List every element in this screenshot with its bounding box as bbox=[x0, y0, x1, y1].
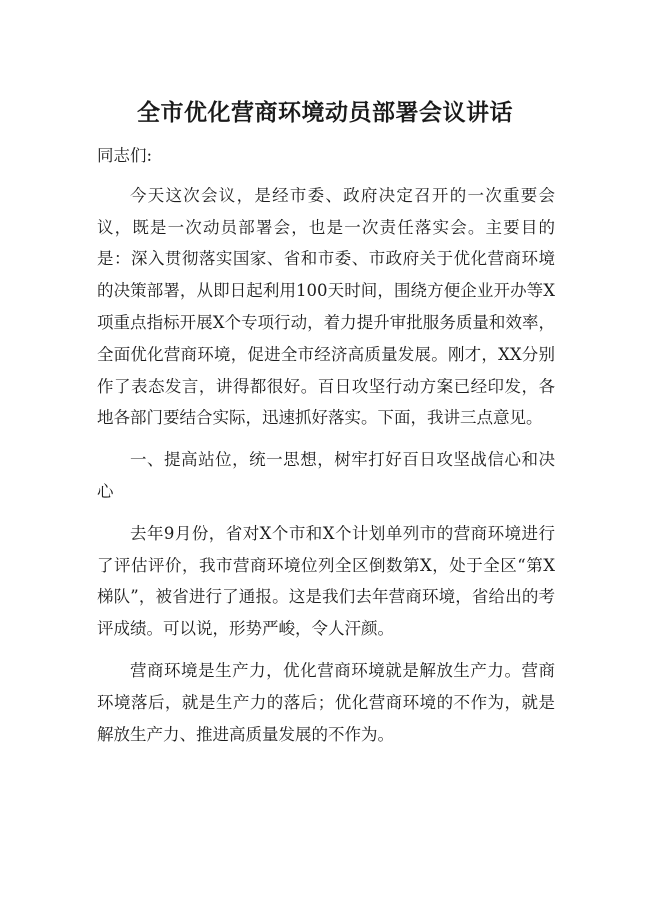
salutation: 同志们: bbox=[97, 146, 153, 165]
document-title: 全市优化营商环境动员部署会议讲话 bbox=[137, 100, 513, 126]
paragraph-assessment: 去年9月份，省对X个市和X个计划单列市的营商环境进行了评估评价，我市营商环境位列全区倒数第X，处于全区“第X梯队”，被省进行了通报。这是我们去年营商环境，省给出的考评成绩。可以说，形势严峻，令人汗颜。 bbox=[97, 523, 555, 639]
section-heading-1: 一、提高站位，统一思想，树牢打好百日攻坚战信心和决心 bbox=[97, 450, 555, 501]
paragraph-productivity: 营商环境是生产力，优化营商环境就是解放生产力。营商环境落后，就是生产力的落后；优化营商环境的不作为，就是解放生产力、推进高质量发展的不作为。 bbox=[97, 660, 555, 744]
paragraph-intro: 今天这次会议，是经市委、政府决定召开的一次重要会议，既是一次动员部署会，也是一次责任落实会。主要目的是：深入贯彻落实国家、省和市委、市政府关于优化营商环境的决策部署，从即日起利用100天时间，围绕方便企业开办等X项重点指标开展X个专项行动，着力提升审批服务质量和效率，全面优化营商环境，促进全市经济高质量发展。刚才，XX分别作了表态发言，讲得都很好。百日攻坚行动方案已经印发，各地各部门要结合实际，迅速抓好落实。下面，我讲三点意见。 bbox=[97, 185, 555, 428]
document-body bbox=[97, 140, 555, 760]
